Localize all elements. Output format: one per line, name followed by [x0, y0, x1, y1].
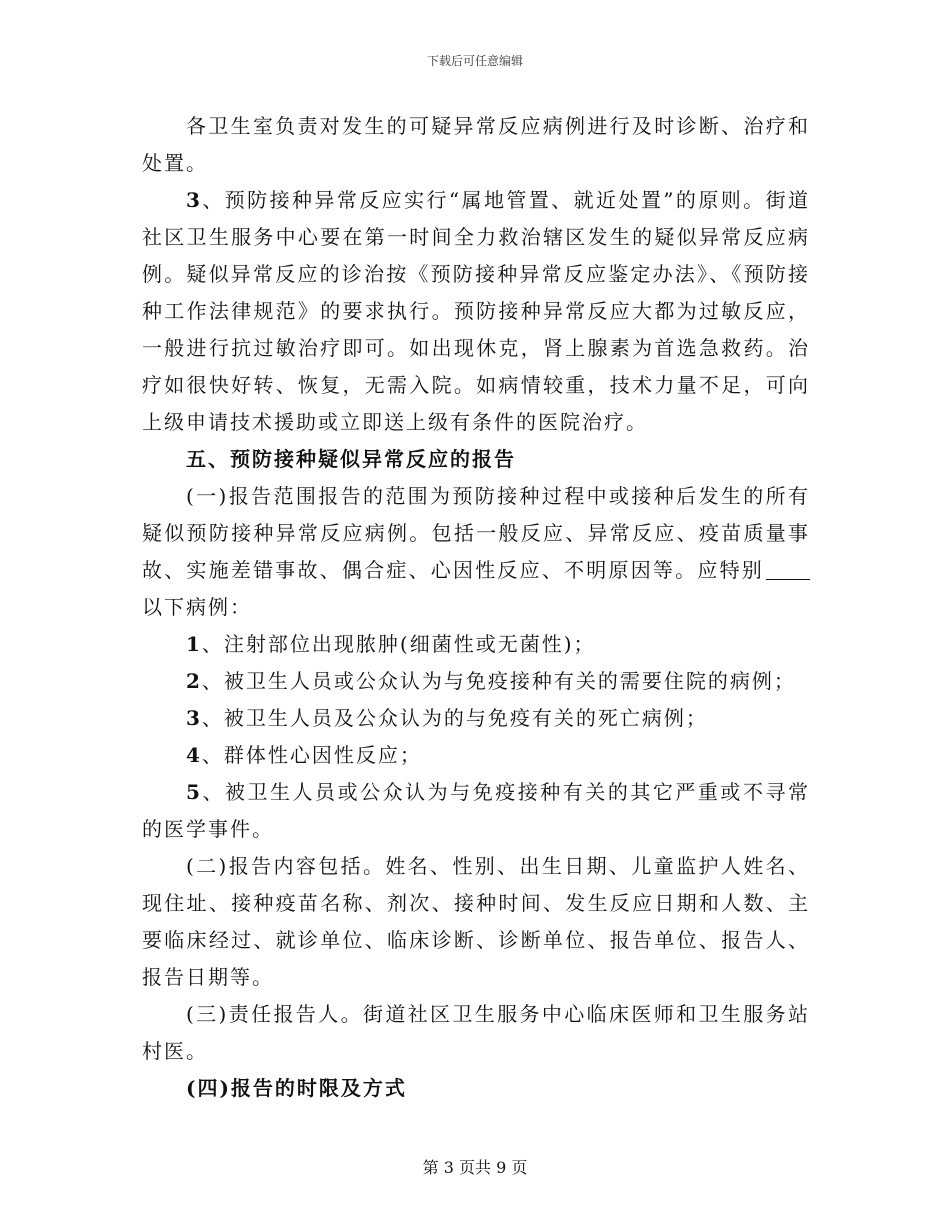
list-item-4 — [142, 737, 810, 774]
list-item-3 — [142, 700, 810, 737]
list-item-1 — [142, 626, 810, 663]
paragraph-text: (一)报告范围报告的范围为预防接种过程中或接种后发生的所有疑似预防接种异常反应病例。包括一般反应、异常反应、疫苗质量事故、实施差错事故、偶合症、心因性反应、不明原因等。应特别 — [142, 484, 810, 582]
list-item-5 — [142, 774, 810, 848]
paragraph-clinic-duty: 各卫生室负责对发生的可疑异常反应病例进行及时诊断、治疗和处置。 — [142, 114, 810, 175]
list-item-text: 、注射部位出现脓肿(细菌性或无菌性)； — [201, 632, 596, 656]
paragraph-text: 、预防接种异常反应实行“属地管置、就近处置”的原则。街道社区卫生服务中心要在第一时间全力救治辖区发生的疑似异常反应病例。疑似异常反应的诊治按《预防接种异常反应鉴定办法》、《预防接种工作法律规范》的要求执行。预防接种异常反应大都为过敏反应，一般进行抗过敏治疗即可。如出现休克，肾上腺素为首选急救药。治疗如很快好转、恢复，无需入院。如病情较重，技术力量不足，可向上级申请技术援助或立即送上级有条件的医院治疗。 — [142, 188, 810, 434]
list-item-2 — [142, 663, 810, 700]
item-number: 3 — [186, 188, 202, 212]
item-number: 4 — [186, 743, 202, 767]
paragraph-text-cont: 以下病例： — [142, 595, 252, 619]
page-footer: 第 3 页共 9 页 — [422, 1158, 528, 1177]
section-heading-5: 五、预防接种疑似异常反应的报告 — [186, 447, 516, 471]
list-item-text: 、群体性心因性反应； — [201, 743, 422, 767]
item-number: 3 — [186, 706, 202, 730]
list-item-text: 、被卫生人员或公众认为与免疫接种有关的需要住院的病例； — [201, 669, 796, 693]
document-body — [142, 108, 810, 1107]
paragraph-report-scope — [142, 478, 810, 626]
item-number: 2 — [186, 669, 202, 693]
page-header: 下载后可任意编辑 — [426, 54, 523, 68]
item-number: 1 — [186, 632, 202, 656]
item-number: 5 — [186, 780, 202, 804]
section-heading-4: (四)报告的时限及方式 — [186, 1076, 407, 1100]
list-item-text: 、被卫生人员及公众认为的与免疫有关的死亡病例； — [201, 706, 708, 730]
paragraph-item-3 — [142, 182, 810, 441]
fill-in-blank — [766, 559, 810, 580]
paragraph-report-content: (二)报告内容包括。姓名、性别、出生日期、儿童监护人姓名、现住址、接种疫苗名称、剂次、接种时间、发生反应日期和人数、主要临床经过、就诊单位、临床诊断、诊断单位、报告单位、报告人、报告日期等。 — [142, 854, 810, 989]
list-item-text: 、被卫生人员或公众认为与免疫接种有关的其它严重或不寻常的医学事件。 — [142, 780, 810, 841]
paragraph-reporter: (三)责任报告人。街道社区卫生服务中心临床医师和卫生服务站村医。 — [142, 1002, 810, 1063]
